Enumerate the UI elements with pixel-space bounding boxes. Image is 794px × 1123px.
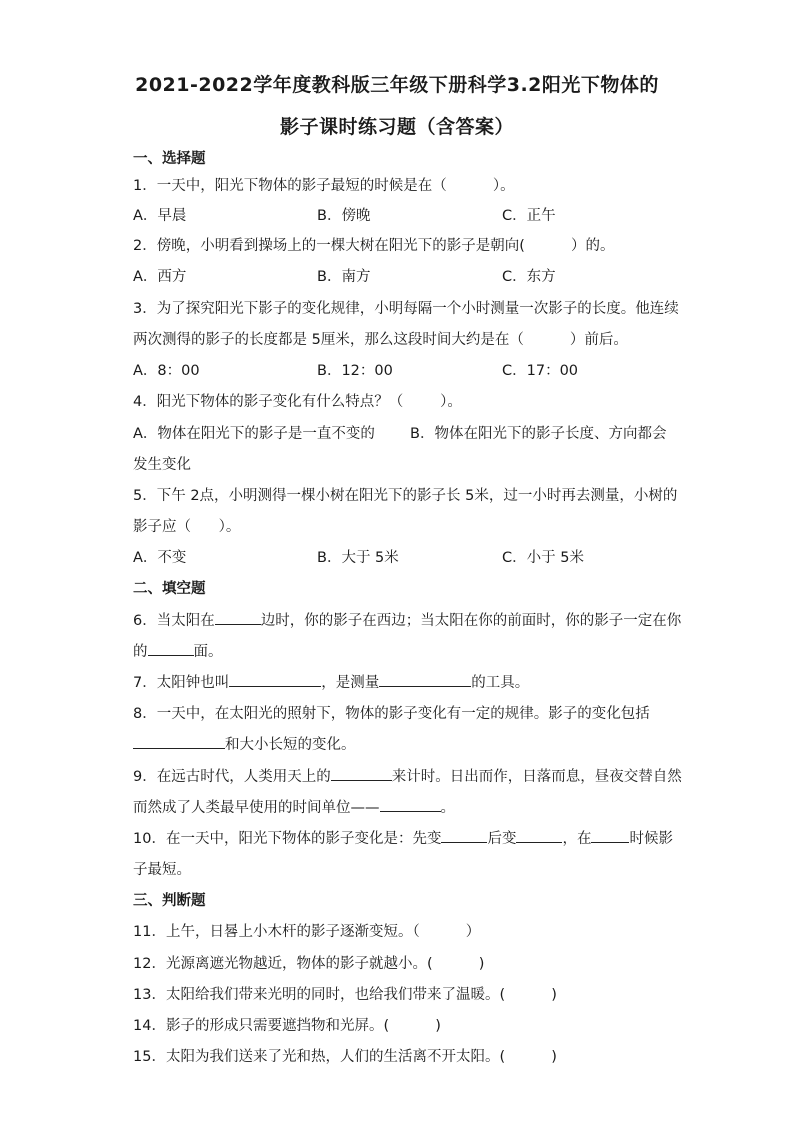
q6-text-1: 6．当太阳在	[133, 613, 215, 629]
q6-text-3: 的	[133, 644, 148, 660]
question-2: 2．傍晚，小明看到操场上的一棵大树在阳光下的影子是朝向( ）的。	[133, 238, 615, 254]
q3-option-b: B．12：00	[317, 363, 393, 379]
q7-text-3: 的工具。	[471, 675, 530, 691]
question-7	[133, 671, 529, 692]
q10-text-1: 10．在一天中，阳光下物体的影子变化是：先变	[133, 831, 442, 847]
doc-title-line-2: 影子课时练习题（含答案）	[279, 116, 514, 138]
question-6-line-1	[133, 609, 681, 630]
q9-blank-2	[380, 797, 441, 812]
q7-text-1: 7．太阳钟也叫	[133, 675, 230, 691]
question-10-line-2: 子最短。	[133, 862, 191, 878]
q6-blank-2	[148, 641, 194, 656]
q4-option-a: A．物体在阳光下的影子是一直不变的	[133, 426, 375, 442]
question-3-line-1: 3．为了探究阳光下影子的变化规律，小明每隔一个小时测量一次影子的长度。他连续	[133, 301, 679, 317]
question-9-line-1	[133, 765, 682, 786]
question-13: 13．太阳给我们带来光明的同时，也给我们带来了温暖。( )	[133, 987, 557, 1003]
q2-option-b: B．南方	[317, 269, 371, 285]
q1-option-b: B．傍晚	[317, 208, 371, 224]
q3-option-c: C．17：00	[502, 363, 579, 379]
q10-text-4: 时候影	[629, 831, 673, 847]
question-11: 11．上午，日晷上小木杆的影子逐渐变短。（ ）	[133, 924, 481, 940]
q5-option-c: C．小于 5米	[502, 550, 584, 566]
q8-text-2: 和大小长短的变化。	[225, 737, 356, 753]
q7-blank-1	[229, 672, 321, 687]
question-1: 1．一天中，阳光下物体的影子最短的时候是在（ ）。	[133, 178, 515, 194]
doc-title-line-1: 2021-2022学年度教科版三年级下册科学3.2阳光下物体的	[135, 74, 659, 96]
q6-blank-1	[215, 610, 261, 625]
q7-text-2: ，是测量	[321, 675, 380, 691]
question-4: 4．阳光下物体的影子变化有什么特点？（ ）。	[133, 394, 462, 410]
question-8-line-1: 8．一天中，在太阳光的照射下，物体的影子变化有一定的规律。影子的变化包括	[133, 706, 650, 722]
q6-text-2: 边时，你的影子在西边；当太阳在你的前面时，你的影子一定在你	[260, 613, 682, 629]
q10-blank-3	[591, 828, 629, 843]
question-12: 12．光源离遮光物越近，物体的影子就越小。( )	[133, 956, 485, 972]
q10-blank-2	[516, 828, 562, 843]
question-6-line-2	[133, 640, 223, 661]
q2-option-a: A．西方	[133, 269, 187, 285]
question-14: 14．影子的形成只需要遮挡物和光屏。( )	[133, 1018, 441, 1034]
q9-blank-1	[331, 766, 392, 781]
q4-option-b: B．物体在阳光下的影子长度、方向都会	[410, 426, 667, 442]
q7-blank-2	[379, 672, 471, 687]
question-5-line-2: 影子应（ ）。	[133, 519, 241, 535]
section-heading-choice: 一、选择题	[133, 151, 206, 167]
q1-option-a: A．早晨	[133, 208, 187, 224]
q3-option-a: A．8：00	[133, 363, 200, 379]
q10-blank-1	[441, 828, 487, 843]
q2-option-c: C．东方	[502, 269, 556, 285]
q6-text-4: 面。	[193, 644, 223, 660]
q9-text-1: 9．在远古时代，人类用天上的	[133, 769, 331, 785]
question-8-line-2	[133, 733, 356, 754]
q9-text-4: 。	[440, 800, 455, 816]
q10-text-3: ，在	[562, 831, 592, 847]
q1-option-c: C．正午	[502, 208, 556, 224]
question-9-line-2	[133, 796, 455, 817]
q9-text-2: 来计时。日出而作，日落而息，昼夜交替自然	[391, 769, 682, 785]
question-5-line-1: 5．下午 2点，小明测得一棵小树在阳光下的影子长 5米，过一小时再去测量，小树的	[133, 488, 678, 504]
section-heading-judge: 三、判断题	[133, 893, 206, 909]
q8-blank	[133, 734, 225, 749]
q10-text-2: 后变	[487, 831, 517, 847]
question-15: 15．太阳为我们送来了光和热，人们的生活离不开太阳。( )	[133, 1049, 557, 1065]
question-3-line-2: 两次测得的影子的长度都是 5厘米，那么这段时间大约是在（ ）前后。	[133, 332, 628, 348]
q9-text-3: 而然成了人类最早使用的时间单位——	[133, 800, 380, 816]
q4-option-b-continued: 发生变化	[133, 457, 191, 473]
q5-option-b: B．大于 5米	[317, 550, 399, 566]
question-10-line-1	[133, 827, 673, 848]
section-heading-fill: 二、填空题	[133, 581, 206, 597]
q5-option-a: A．不变	[133, 550, 187, 566]
